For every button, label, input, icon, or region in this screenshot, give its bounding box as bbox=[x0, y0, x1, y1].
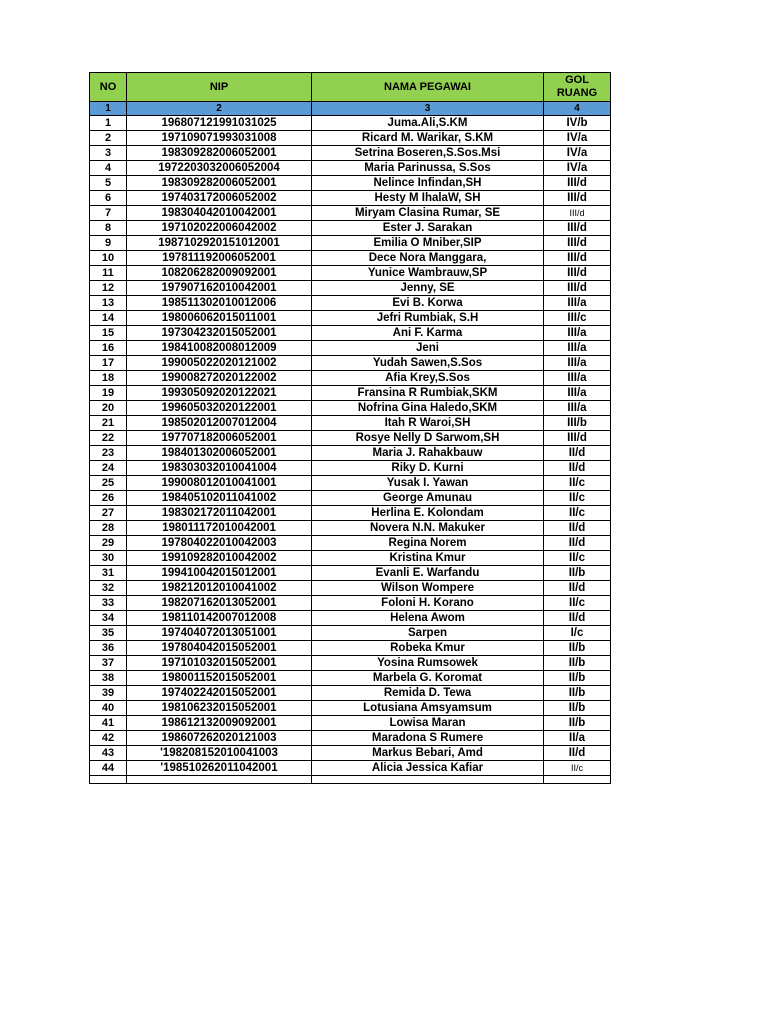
gol-ruang-cell: II/d bbox=[544, 461, 611, 476]
row-number: 31 bbox=[90, 566, 127, 581]
employee-name-cell: Nelince Infindan,SH bbox=[312, 176, 544, 191]
table-row bbox=[90, 566, 611, 581]
table-row bbox=[90, 386, 611, 401]
employee-name-cell: Remida D. Tewa bbox=[312, 686, 544, 701]
table-row bbox=[90, 671, 611, 686]
row-number: 27 bbox=[90, 506, 127, 521]
table-row bbox=[90, 641, 611, 656]
row-number: 4 bbox=[90, 161, 127, 176]
table-row bbox=[90, 581, 611, 596]
employee-name-cell: Maria J. Rahakbauw bbox=[312, 446, 544, 461]
row-number: 10 bbox=[90, 251, 127, 266]
employee-name-cell: Markus Bebari, Amd bbox=[312, 746, 544, 761]
gol-ruang-cell: III/a bbox=[544, 401, 611, 416]
table-row bbox=[90, 296, 611, 311]
nip-cell: 199109282010042002 bbox=[127, 551, 312, 566]
employee-name-cell: Alicia Jessica Kafiar bbox=[312, 761, 544, 776]
gol-ruang-cell: II/c bbox=[544, 551, 611, 566]
row-number: 38 bbox=[90, 671, 127, 686]
header-gol-line1: GOL bbox=[565, 74, 589, 86]
nip-cell: 197707182006052001 bbox=[127, 431, 312, 446]
table-row bbox=[90, 596, 611, 611]
row-number: 22 bbox=[90, 431, 127, 446]
table-row bbox=[90, 731, 611, 746]
employee-table-body bbox=[90, 73, 611, 784]
nip-cell: 198309282006052001 bbox=[127, 176, 312, 191]
table-row bbox=[90, 281, 611, 296]
nip-cell: 198309282006052001 bbox=[127, 146, 312, 161]
gol-ruang-cell: III/a bbox=[544, 356, 611, 371]
gol-ruang-cell: II/a bbox=[544, 731, 611, 746]
employee-name-cell: Miryam Clasina Rumar, SE bbox=[312, 206, 544, 221]
table-row bbox=[90, 536, 611, 551]
employee-name-cell: Dece Nora Manggara, bbox=[312, 251, 544, 266]
employee-name-cell: Nofrina Gina Haledo,SKM bbox=[312, 401, 544, 416]
gol-ruang-cell: II/d bbox=[544, 536, 611, 551]
gol-ruang-cell: III/b bbox=[544, 416, 611, 431]
column-number: 3 bbox=[312, 102, 544, 116]
row-number: 18 bbox=[90, 371, 127, 386]
employee-name-cell: Juma.Ali,S.KM bbox=[312, 116, 544, 131]
gol-ruang-cell: IV/a bbox=[544, 161, 611, 176]
table-row bbox=[90, 116, 611, 131]
nip-cell: 1987102920151012001 bbox=[127, 236, 312, 251]
gol-ruang-cell: II/d bbox=[544, 746, 611, 761]
table-row bbox=[90, 716, 611, 731]
employee-name-cell: Ani F. Karma bbox=[312, 326, 544, 341]
row-number: 19 bbox=[90, 386, 127, 401]
gol-ruang-cell: II/b bbox=[544, 686, 611, 701]
nip-cell: 198011172010042001 bbox=[127, 521, 312, 536]
column-number: 2 bbox=[127, 102, 312, 116]
gol-ruang-cell: III/d bbox=[544, 431, 611, 446]
row-number: 28 bbox=[90, 521, 127, 536]
header-gol-line2: RUANG bbox=[556, 87, 598, 99]
row-number: 7 bbox=[90, 206, 127, 221]
row-number: 36 bbox=[90, 641, 127, 656]
nip-cell: 198207162013052001 bbox=[127, 596, 312, 611]
row-number: 40 bbox=[90, 701, 127, 716]
table-row bbox=[90, 611, 611, 626]
header-no: NO bbox=[90, 73, 127, 102]
gol-ruang-cell: III/d bbox=[544, 191, 611, 206]
gol-ruang-cell: II/d bbox=[544, 446, 611, 461]
employee-name-cell: Yosina Rumsowek bbox=[312, 656, 544, 671]
employee-name-cell: Fransina R Rumbiak,SKM bbox=[312, 386, 544, 401]
nip-cell: '198510262011042001 bbox=[127, 761, 312, 776]
row-number: 37 bbox=[90, 656, 127, 671]
gol-ruang-cell: II/b bbox=[544, 656, 611, 671]
row-number: 29 bbox=[90, 536, 127, 551]
gol-ruang-cell: IV/a bbox=[544, 131, 611, 146]
table-row bbox=[90, 476, 611, 491]
employee-name-cell: Helena Awom bbox=[312, 611, 544, 626]
empty-cell bbox=[127, 776, 312, 784]
nip-cell: 197907162010042001 bbox=[127, 281, 312, 296]
gol-ruang-cell: III/a bbox=[544, 296, 611, 311]
nip-cell: 108206282009092001 bbox=[127, 266, 312, 281]
table-row bbox=[90, 266, 611, 281]
nip-cell: 196807121991031025 bbox=[127, 116, 312, 131]
gol-ruang-cell: II/d bbox=[544, 581, 611, 596]
table-row bbox=[90, 251, 611, 266]
table-row bbox=[90, 161, 611, 176]
row-number: 35 bbox=[90, 626, 127, 641]
employee-name-cell: Emilia O Mniber,SIP bbox=[312, 236, 544, 251]
nip-cell: 198401302006052001 bbox=[127, 446, 312, 461]
employee-name-cell: Sarpen bbox=[312, 626, 544, 641]
gol-ruang-cell: II/c bbox=[544, 596, 611, 611]
row-number: 20 bbox=[90, 401, 127, 416]
employee-name-cell: Yusak I. Yawan bbox=[312, 476, 544, 491]
nip-cell: 199305092020122021 bbox=[127, 386, 312, 401]
row-number: 24 bbox=[90, 461, 127, 476]
employee-table bbox=[89, 72, 611, 784]
table-row bbox=[90, 656, 611, 671]
employee-name-cell: Rosye Nelly D Sarwom,SH bbox=[312, 431, 544, 446]
row-number: 9 bbox=[90, 236, 127, 251]
gol-ruang-cell: II/b bbox=[544, 671, 611, 686]
nip-cell: 197402242015052001 bbox=[127, 686, 312, 701]
table-row bbox=[90, 446, 611, 461]
header-gol-ruang bbox=[544, 73, 611, 102]
gol-ruang-cell: II/b bbox=[544, 641, 611, 656]
column-number: 4 bbox=[544, 102, 611, 116]
employee-name-cell: Lotusiana Amsyamsum bbox=[312, 701, 544, 716]
row-number: 6 bbox=[90, 191, 127, 206]
row-number: 34 bbox=[90, 611, 127, 626]
employee-name-cell: Setrina Boseren,S.Sos.Msi bbox=[312, 146, 544, 161]
table-row bbox=[90, 626, 611, 641]
table-row bbox=[90, 461, 611, 476]
employee-name-cell: Afia Krey,S.Sos bbox=[312, 371, 544, 386]
nip-cell: 199008012010041001 bbox=[127, 476, 312, 491]
empty-cell bbox=[544, 776, 611, 784]
employee-name-cell: Jefri Rumbiak, S.H bbox=[312, 311, 544, 326]
nip-cell: '198208152010041003 bbox=[127, 746, 312, 761]
nip-cell: 198612132009092001 bbox=[127, 716, 312, 731]
row-number: 21 bbox=[90, 416, 127, 431]
employee-name-cell: Marbela G. Koromat bbox=[312, 671, 544, 686]
employee-name-cell: Hesty M IhalaW, SH bbox=[312, 191, 544, 206]
employee-name-cell: Maria Parinussa, S.Sos bbox=[312, 161, 544, 176]
table-row bbox=[90, 341, 611, 356]
row-number: 14 bbox=[90, 311, 127, 326]
table-row bbox=[90, 491, 611, 506]
row-number: 2 bbox=[90, 131, 127, 146]
employee-name-cell: Robeka Kmur bbox=[312, 641, 544, 656]
nip-cell: 197804022010042003 bbox=[127, 536, 312, 551]
table-row bbox=[90, 371, 611, 386]
table-row bbox=[90, 191, 611, 206]
gol-ruang-cell: IV/b bbox=[544, 116, 611, 131]
gol-ruang-cell: III/c bbox=[544, 311, 611, 326]
row-number: 25 bbox=[90, 476, 127, 491]
row-number: 41 bbox=[90, 716, 127, 731]
gol-ruang-cell: III/d bbox=[544, 251, 611, 266]
employee-name-cell: Wilson Wompere bbox=[312, 581, 544, 596]
employee-name-cell: Evi B. Korwa bbox=[312, 296, 544, 311]
header-nama-pegawai: NAMA PEGAWAI bbox=[312, 73, 544, 102]
employee-name-cell: Regina Norem bbox=[312, 536, 544, 551]
header-nip: NIP bbox=[127, 73, 312, 102]
row-number: 5 bbox=[90, 176, 127, 191]
nip-cell: 198110142007012008 bbox=[127, 611, 312, 626]
row-number: 8 bbox=[90, 221, 127, 236]
nip-cell: 198212012010041002 bbox=[127, 581, 312, 596]
gol-ruang-cell: II/b bbox=[544, 701, 611, 716]
nip-cell: 197102022006042002 bbox=[127, 221, 312, 236]
empty-cell bbox=[90, 776, 127, 784]
nip-cell: 199005022020121002 bbox=[127, 356, 312, 371]
gol-ruang-cell: III/a bbox=[544, 371, 611, 386]
gol-ruang-cell: II/c bbox=[544, 761, 611, 776]
table-row bbox=[90, 311, 611, 326]
employee-name-cell: Yudah Sawen,S.Sos bbox=[312, 356, 544, 371]
nip-cell: 199008272020122002 bbox=[127, 371, 312, 386]
nip-cell: 198511302010012006 bbox=[127, 296, 312, 311]
gol-ruang-cell: III/a bbox=[544, 326, 611, 341]
gol-ruang-cell: III/d bbox=[544, 281, 611, 296]
table-row bbox=[90, 416, 611, 431]
gol-ruang-cell: IV/a bbox=[544, 146, 611, 161]
employee-name-cell: Ricard M. Warikar, S.KM bbox=[312, 131, 544, 146]
row-number: 16 bbox=[90, 341, 127, 356]
table-row bbox=[90, 431, 611, 446]
row-number: 26 bbox=[90, 491, 127, 506]
table-row bbox=[90, 701, 611, 716]
nip-cell: 198502012007012004 bbox=[127, 416, 312, 431]
nip-cell: 198304042010042001 bbox=[127, 206, 312, 221]
gol-ruang-cell: II/b bbox=[544, 716, 611, 731]
row-number: 39 bbox=[90, 686, 127, 701]
employee-name-cell: Novera N.N. Makuker bbox=[312, 521, 544, 536]
gol-ruang-cell: III/d bbox=[544, 206, 611, 221]
nip-cell: 197304232015052001 bbox=[127, 326, 312, 341]
row-number: 30 bbox=[90, 551, 127, 566]
gol-ruang-cell: III/d bbox=[544, 221, 611, 236]
employee-name-cell: Jenny, SE bbox=[312, 281, 544, 296]
nip-cell: 197804042015052001 bbox=[127, 641, 312, 656]
nip-cell: 1972203032006052004 bbox=[127, 161, 312, 176]
gol-ruang-cell: III/d bbox=[544, 266, 611, 281]
nip-cell: 198410082008012009 bbox=[127, 341, 312, 356]
row-number: 32 bbox=[90, 581, 127, 596]
table-row bbox=[90, 221, 611, 236]
row-number: 15 bbox=[90, 326, 127, 341]
nip-cell: 198607262020121003 bbox=[127, 731, 312, 746]
nip-cell: 198302172011042001 bbox=[127, 506, 312, 521]
row-number: 44 bbox=[90, 761, 127, 776]
table-row bbox=[90, 131, 611, 146]
nip-cell: 197101032015052001 bbox=[127, 656, 312, 671]
table-row bbox=[90, 686, 611, 701]
employee-name-cell: Foloni H. Korano bbox=[312, 596, 544, 611]
gol-ruang-cell: II/c bbox=[544, 491, 611, 506]
table-row bbox=[90, 506, 611, 521]
nip-cell: 198405102011041002 bbox=[127, 491, 312, 506]
employee-name-cell: Ester J. Sarakan bbox=[312, 221, 544, 236]
gol-ruang-cell: III/a bbox=[544, 341, 611, 356]
nip-cell: 197403172006052002 bbox=[127, 191, 312, 206]
nip-cell: 197404072013051001 bbox=[127, 626, 312, 641]
row-number: 11 bbox=[90, 266, 127, 281]
table-row bbox=[90, 551, 611, 566]
gol-ruang-cell: II/d bbox=[544, 611, 611, 626]
empty-cell bbox=[312, 776, 544, 784]
employee-name-cell: Maradona S Rumere bbox=[312, 731, 544, 746]
row-number: 23 bbox=[90, 446, 127, 461]
nip-cell: 199605032020122001 bbox=[127, 401, 312, 416]
row-number: 42 bbox=[90, 731, 127, 746]
gol-ruang-cell: III/a bbox=[544, 386, 611, 401]
row-number: 43 bbox=[90, 746, 127, 761]
employee-name-cell: Yunice Wambrauw,SP bbox=[312, 266, 544, 281]
gol-ruang-cell: II/b bbox=[544, 566, 611, 581]
employee-name-cell: Lowisa Maran bbox=[312, 716, 544, 731]
row-number: 12 bbox=[90, 281, 127, 296]
employee-name-cell: Herlina E. Kolondam bbox=[312, 506, 544, 521]
table-row bbox=[90, 326, 611, 341]
gol-ruang-cell: II/c bbox=[544, 506, 611, 521]
employee-name-cell: Riky D. Kurni bbox=[312, 461, 544, 476]
nip-cell: 198303032010041004 bbox=[127, 461, 312, 476]
employee-name-cell: Jeni bbox=[312, 341, 544, 356]
table-row bbox=[90, 236, 611, 251]
nip-cell: 197109071993031008 bbox=[127, 131, 312, 146]
gol-ruang-cell: III/d bbox=[544, 236, 611, 251]
table-row bbox=[90, 146, 611, 161]
gol-ruang-cell: I/c bbox=[544, 626, 611, 641]
row-number: 3 bbox=[90, 146, 127, 161]
gol-ruang-cell: II/c bbox=[544, 476, 611, 491]
nip-cell: 199410042015012001 bbox=[127, 566, 312, 581]
nip-cell: 198006062015011001 bbox=[127, 311, 312, 326]
header-row bbox=[90, 73, 611, 102]
employee-name-cell: Kristina Kmur bbox=[312, 551, 544, 566]
row-number: 33 bbox=[90, 596, 127, 611]
table-row bbox=[90, 401, 611, 416]
row-number: 1 bbox=[90, 116, 127, 131]
row-number: 13 bbox=[90, 296, 127, 311]
empty-row bbox=[90, 776, 611, 784]
column-number-row bbox=[90, 102, 611, 116]
nip-cell: 197811192006052001 bbox=[127, 251, 312, 266]
table-row bbox=[90, 746, 611, 761]
employee-name-cell: Itah R Waroi,SH bbox=[312, 416, 544, 431]
table-row bbox=[90, 176, 611, 191]
column-number: 1 bbox=[90, 102, 127, 116]
row-number: 17 bbox=[90, 356, 127, 371]
employee-name-cell: George Amunau bbox=[312, 491, 544, 506]
employee-name-cell: Evanli E. Warfandu bbox=[312, 566, 544, 581]
table-row bbox=[90, 761, 611, 776]
nip-cell: 198001152015052001 bbox=[127, 671, 312, 686]
table-row bbox=[90, 521, 611, 536]
gol-ruang-cell: II/d bbox=[544, 521, 611, 536]
gol-ruang-cell: III/d bbox=[544, 176, 611, 191]
table-row bbox=[90, 356, 611, 371]
table-row bbox=[90, 206, 611, 221]
nip-cell: 198106232015052001 bbox=[127, 701, 312, 716]
